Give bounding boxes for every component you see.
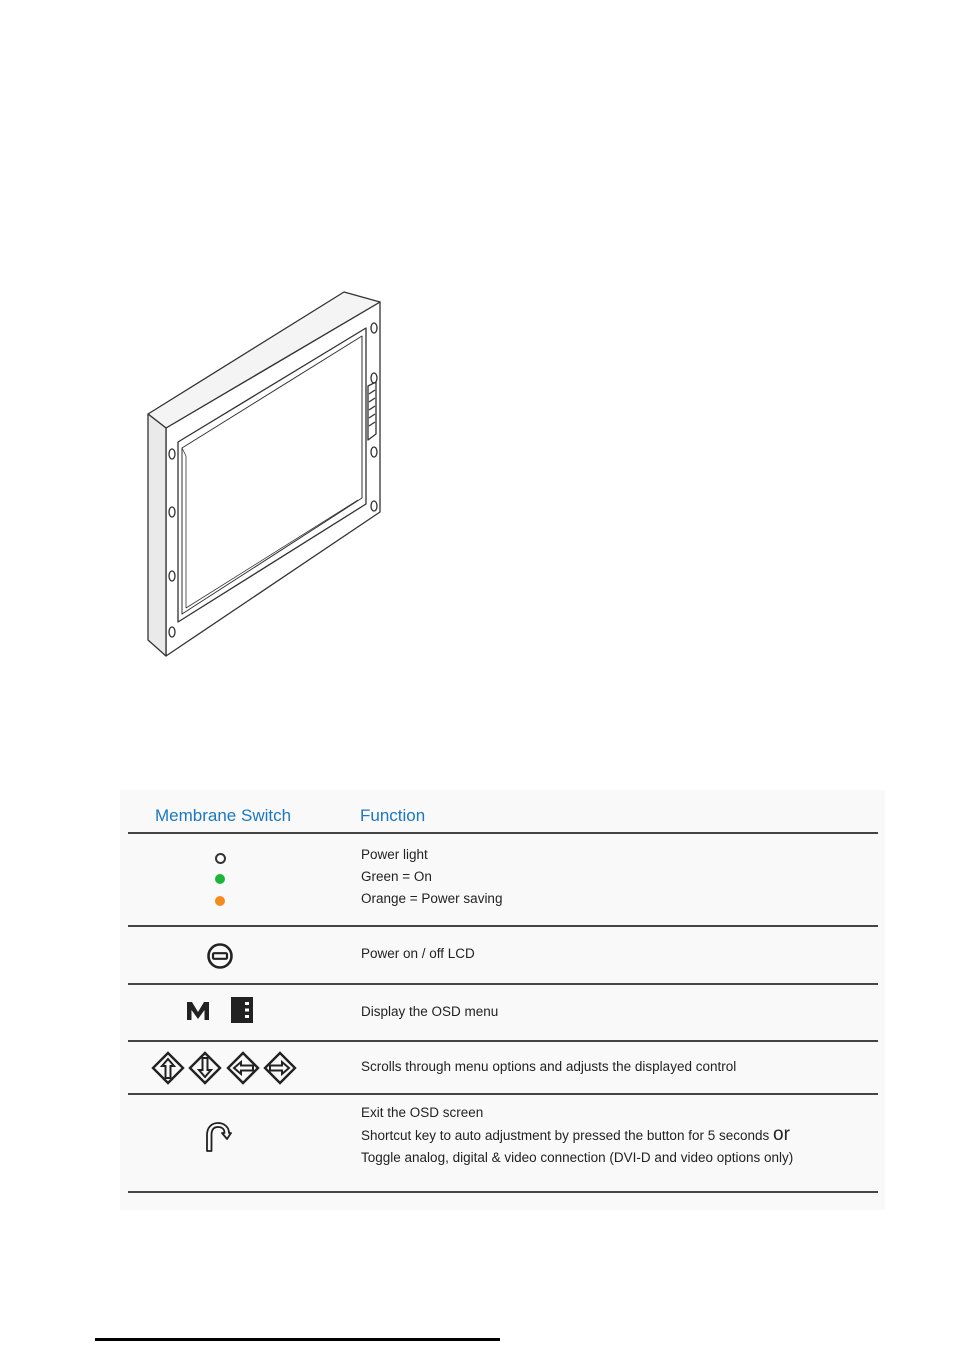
icon-cell — [140, 834, 300, 924]
menu-panel-icon — [230, 996, 254, 1024]
function-cell — [361, 1102, 793, 1169]
icon-cell — [140, 985, 300, 1040]
icon-cell — [140, 927, 300, 982]
table-divider — [128, 1191, 878, 1193]
power-light-off-icon — [215, 853, 226, 864]
function-line: Toggle analog, digital & video connection (DVI-D and video options only) — [361, 1150, 794, 1165]
function-text: Shortcut key to auto adjustment by pressed the button for 5 seconds — [361, 1128, 770, 1143]
power-light-orange-icon — [215, 896, 225, 906]
power-button-icon — [206, 942, 234, 970]
arrow-left-icon — [226, 1051, 260, 1085]
table-row-arrows — [120, 1042, 885, 1092]
or-word: or — [773, 1124, 790, 1145]
function-cell — [361, 943, 475, 965]
function-line: Power on / off LCD — [361, 946, 475, 961]
exit-hook-icon — [204, 1121, 234, 1153]
power-light-green-icon — [215, 874, 225, 884]
table-row-exit — [120, 1095, 885, 1190]
table-row-menu — [120, 985, 885, 1040]
footer-rule — [95, 1338, 500, 1341]
arrow-right-icon — [263, 1051, 297, 1085]
icon-cell — [140, 1095, 300, 1190]
function-line — [361, 1124, 793, 1147]
function-cell — [361, 844, 502, 910]
table-row-power — [120, 927, 885, 982]
function-cell — [361, 1001, 498, 1023]
table-header — [120, 790, 885, 833]
arrow-down-icon — [188, 1051, 222, 1085]
arrow-up-icon — [151, 1051, 185, 1085]
function-line: Orange = Power saving — [361, 891, 503, 906]
menu-m-icon — [185, 999, 211, 1023]
function-line: Power light — [361, 847, 428, 862]
function-header: Function — [360, 806, 426, 825]
monitor-illustration — [138, 286, 388, 666]
membrane-switch-header: Membrane Switch — [155, 806, 292, 825]
function-line: Exit the OSD screen — [361, 1105, 484, 1120]
icon-cell — [140, 1042, 300, 1092]
membrane-switch-table — [120, 790, 885, 1210]
function-line: Display the OSD menu — [361, 1004, 499, 1019]
function-line: Green = On — [361, 869, 432, 884]
function-cell — [361, 1056, 736, 1078]
table-row-power-light — [120, 834, 885, 924]
function-line: Scrolls through menu options and adjusts the displayed control — [361, 1059, 737, 1074]
